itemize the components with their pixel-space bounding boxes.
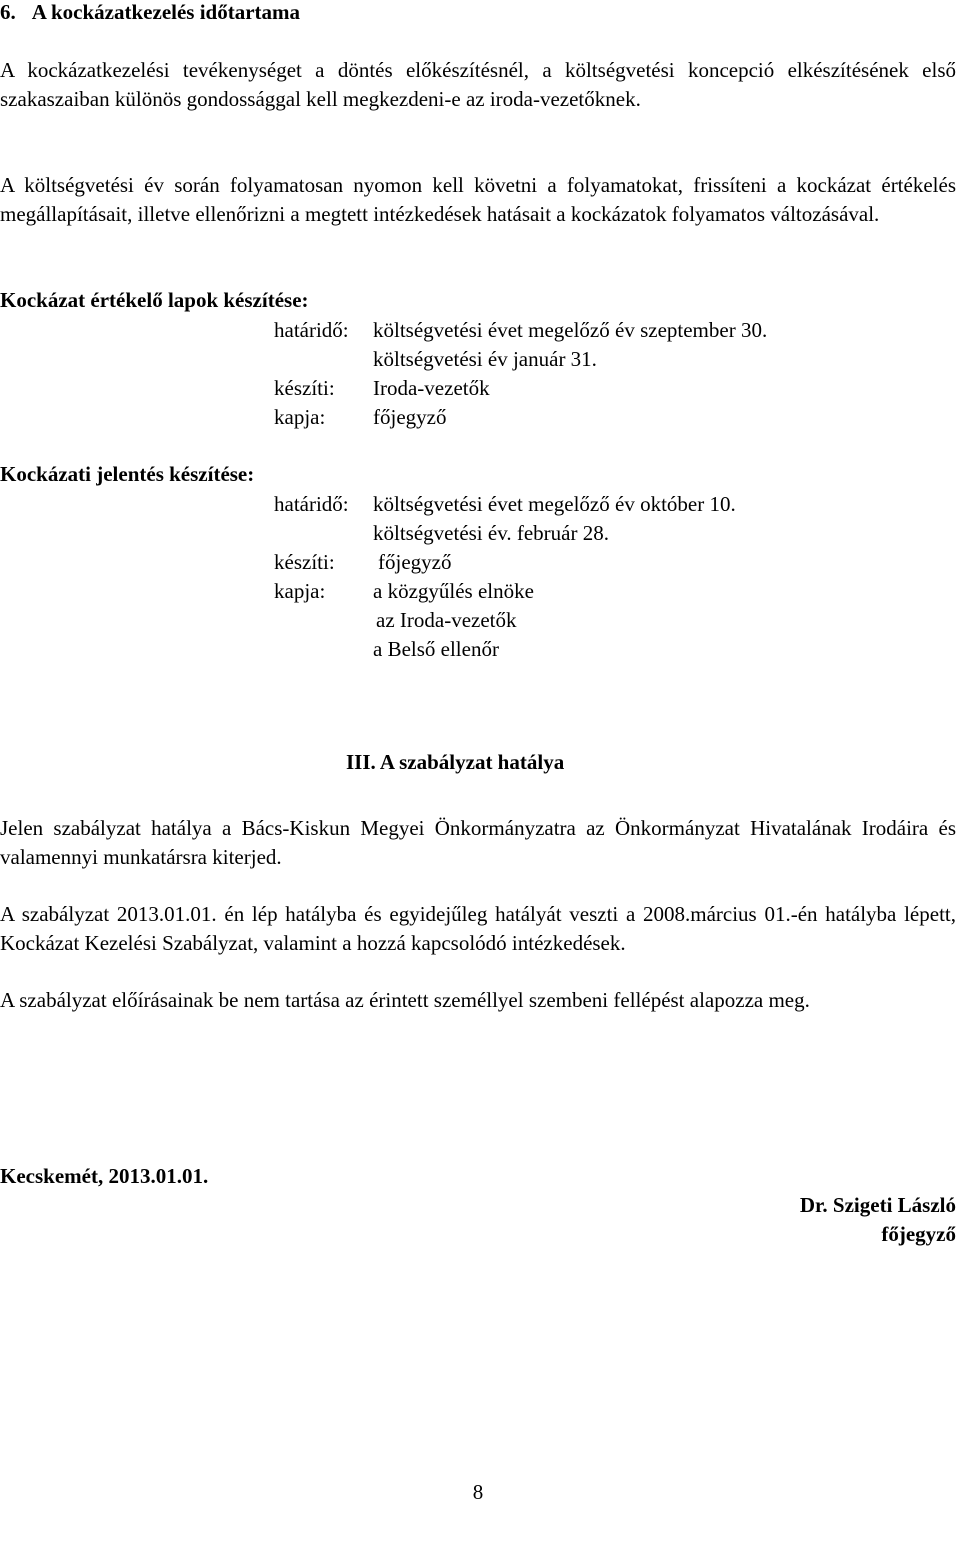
section-6-paragraph-2: A költségvetési év során folyamatosan nyomon kell követni a folyamatokat, frissíteni a kockázat értékelés megállapításait, illetve ellenőrizni a megtett intézkedések hatásait a kockázatok folyamatos változásával. [0, 173, 956, 226]
section-6-title: A kockázatkezelés időtartama [31, 0, 301, 24]
section-3-paragraph-2: A szabályzat 2013.01.01. én lép hatályba és egyidejűleg hatályát veszti a 2008.március 01.-én hatályba lépett, Kockázat Kezelési Szabályzat, valamint a hozzá kapcsolódó intézkedések. [0, 902, 956, 955]
risk-report-prepared-by-label: készíti: [274, 550, 335, 574]
risk-report-recipient: a Belső ellenőr [373, 637, 499, 661]
section-3-heading: III. A szabályzat hatálya [346, 750, 565, 774]
signatory-title: főjegyző [881, 1222, 956, 1246]
section-3-paragraph-1: Jelen szabályzat hatálya a Bács-Kiskun Megyei Önkormányzatra az Önkormányzat Hivatalának Irodáira és valamennyi munkatársra kiterjed. [0, 816, 956, 869]
risk-report-recipient: a közgyűlés elnöke [373, 579, 534, 603]
place-date: Kecskemét, 2013.01.01. [0, 1164, 209, 1188]
risk-sheets-deadline-1: költségvetési évet megelőző év szeptember 30. [373, 318, 768, 342]
risk-report-recipient: az Iroda-vezetők [376, 608, 517, 632]
section-6-heading [0, 0, 300, 25]
risk-sheets-prepared-by: Iroda-vezetők [373, 376, 490, 400]
risk-sheets-receives: főjegyző [373, 405, 447, 429]
risk-sheets-prepared-by-label: készíti: [274, 376, 335, 400]
risk-report-prepared-by: főjegyző [378, 550, 452, 574]
section-3-paragraph-3: A szabályzat előírásainak be nem tartása az érintett személlyel szembeni fellépést alapozza meg. [0, 988, 810, 1012]
risk-report-deadline-2: költségvetési év. február 28. [373, 521, 609, 545]
risk-sheets-deadline-2: költségvetési év január 31. [373, 347, 597, 371]
section-6-number: 6. [0, 0, 16, 24]
risk-sheets-receives-label: kapja: [274, 405, 326, 429]
signatory-name: Dr. Szigeti László [799, 1193, 956, 1217]
risk-sheets-heading: Kockázat értékelő lapok készítése: [0, 288, 309, 312]
risk-report-heading: Kockázati jelentés készítése: [0, 462, 255, 486]
risk-report-deadline-1: költségvetési évet megelőző év október 10. [373, 492, 736, 516]
risk-report-deadline-label: határidő: [274, 492, 349, 516]
risk-report-receives-label: kapja: [274, 579, 326, 603]
section-6-paragraph-1: A kockázatkezelési tevékenységet a döntés előkészítésnél, a költségvetési koncepció elkészítésének első szakaszaiban különös gondossággal kell megkezdeni-e az iroda-vezetőknek. [0, 58, 956, 111]
risk-sheets-deadline-label: határidő: [274, 318, 349, 342]
page-number: 8 [472, 1480, 484, 1504]
